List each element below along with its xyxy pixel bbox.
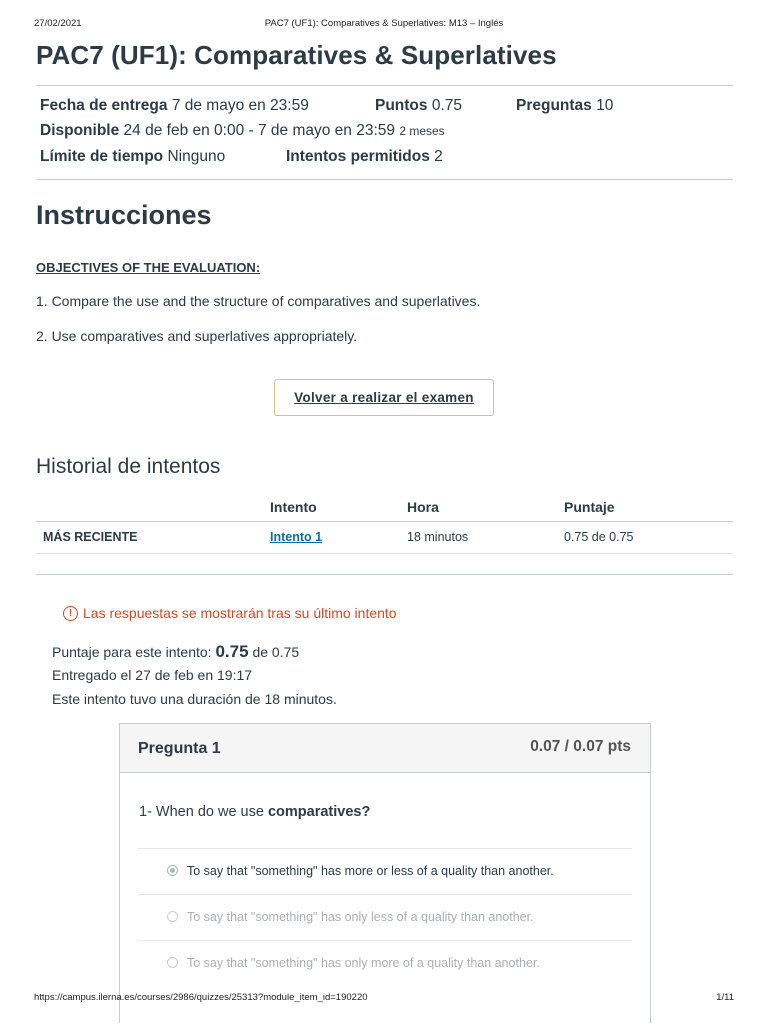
answer-option[interactable] [138,848,632,895]
radio-selected-icon[interactable] [167,865,178,876]
print-page-number: 1/11 [716,992,734,1003]
question-text-prefix: 1- When do we use [139,804,264,820]
points-detail [375,97,462,115]
column-header-attempt: Intento [270,499,317,515]
answer-option[interactable] [138,940,632,987]
answer-label: To say that "something" has only more of a quality than another. [187,956,540,970]
warning-text: Las respuestas se mostrarán tras su último intento [83,605,397,621]
radio-icon[interactable] [167,957,178,968]
question-points: 0.07 / 0.07 pts [530,738,631,755]
time-limit-label: Límite de tiempo [40,148,164,165]
table-header-divider [36,521,733,522]
answers-hidden-warning [63,605,397,621]
time-limit-detail [40,148,225,166]
objectives-heading: OBJECTIVES OF THE EVALUATION: [36,260,261,275]
quiz-details-row-1 [40,97,309,115]
attempts-detail [286,148,443,166]
instructions-heading: Instrucciones [36,200,212,230]
time-limit-value: Ninguno [167,148,226,165]
available-duration: 2 meses [399,124,445,138]
due-label: Fecha de entrega [40,97,168,114]
question-text [139,804,370,820]
attempt-history-heading: Historial de intentos [36,455,221,478]
available-value: 24 de feb en 0:00 - 7 de mayo en 23:59 [123,122,396,139]
print-date: 27/02/2021 [34,18,82,29]
available-label: Disponible [40,122,120,139]
attempt-score-line [52,642,299,662]
print-document-title: PAC7 (UF1): Comparatives & Superlatives: M13 – Inglés [264,18,504,29]
score-value: 0.75 [215,642,249,661]
divider [36,574,733,575]
availability-detail [40,122,445,140]
answer-label: To say that "something" has only less of a quality than another. [187,910,534,924]
answer-option[interactable] [138,894,632,941]
questions-label: Preguntas [516,97,592,114]
divider [36,85,733,86]
print-footer [34,992,734,1006]
page-title: PAC7 (UF1): Comparatives & Superlatives [36,40,557,70]
radio-icon[interactable] [167,911,178,922]
table-row-divider [36,553,733,554]
points-label: Puntos [375,97,428,114]
objective-item: 2. Use comparatives and superlatives appropriately. [36,328,358,344]
divider [36,179,733,180]
attempts-label: Intentos permitidos [286,148,430,165]
print-header [34,18,734,32]
answer-label: To say that "something" has more or less of a quality than another. [187,864,554,878]
objective-item: 1. Compare the use and the structure of comparatives and superlatives. [36,293,481,309]
questions-detail [516,97,613,115]
attempts-value: 2 [434,148,443,165]
question-text-keyword: comparatives? [267,804,371,820]
attempt-time: 18 minutos [407,530,469,544]
score-prefix: Puntaje para este intento: [52,644,212,660]
question-title: Pregunta 1 [138,740,221,757]
questions-value: 10 [596,97,614,114]
attempt-duration: Este intento tuvo una duración de 18 minutos. [52,691,337,707]
submitted-at: Entregado el 27 de feb en 19:17 [52,667,253,683]
retake-quiz-button[interactable]: Volver a realizar el examen [274,379,494,416]
attempt-1-link[interactable]: Intento 1 [270,530,323,544]
print-url: https://campus.ilerna.es/courses/2986/quizzes/25313?module_item_id=190220 [34,992,368,1003]
question-card [119,723,651,1023]
score-suffix: de 0.75 [252,644,300,660]
warning-icon: ! [63,606,78,621]
attempt-score: 0.75 de 0.75 [564,530,634,544]
column-header-time: Hora [407,499,439,515]
due-value: 7 de mayo en 23:59 [171,97,309,114]
column-header-score: Puntaje [564,499,615,515]
points-value: 0.75 [431,97,463,114]
question-header [120,724,650,773]
most-recent-tag: MÁS RECIENTE [43,530,138,544]
